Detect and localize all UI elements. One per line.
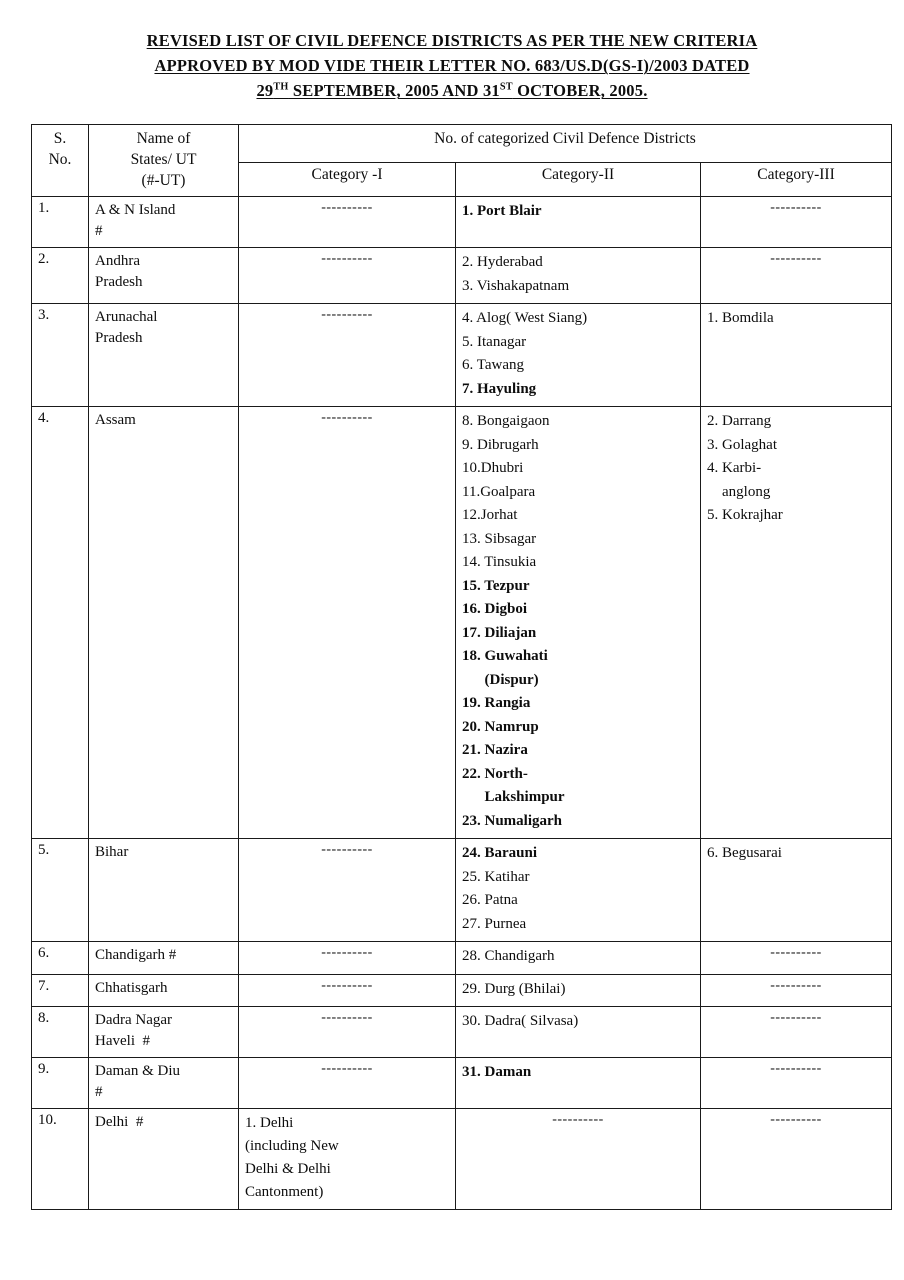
cell-category-2 bbox=[456, 1058, 701, 1109]
state-name-line: Pradesh bbox=[95, 274, 143, 290]
title-line-2-text: APPROVED BY MOD VIDE THEIR LETTER NO. 683/US.D(GS-I)/2003 DATED bbox=[154, 56, 750, 75]
state-name-line: # bbox=[95, 1084, 103, 1100]
cell-category-3-empty-dash: ---------- bbox=[701, 974, 892, 1007]
district-entry: 1. Port Blair bbox=[462, 203, 542, 219]
district-entry: 6. Tawang bbox=[462, 357, 524, 373]
cell-serial-number: 4. bbox=[32, 407, 89, 839]
cell-category-3-empty-dash: ---------- bbox=[701, 1109, 892, 1210]
district-entry: 27. Purnea bbox=[462, 915, 527, 932]
state-name-line: # bbox=[95, 223, 103, 239]
cell-state-name bbox=[89, 407, 239, 839]
district-entry: Cantonment) bbox=[245, 1184, 324, 1200]
district-entry: 8. Bongaigaon bbox=[462, 413, 550, 429]
table-row bbox=[32, 197, 892, 248]
state-name-line: A & N Island bbox=[95, 202, 176, 218]
cell-category-1-empty-dash: ---------- bbox=[239, 197, 456, 248]
cell-serial-number: 1. bbox=[32, 197, 89, 248]
cell-serial-number: 6. bbox=[32, 942, 89, 975]
district-entry: 26. Patna bbox=[462, 892, 518, 908]
state-name-line: Delhi # bbox=[95, 1114, 144, 1130]
column-header-state-name bbox=[89, 125, 239, 197]
state-name-line: Haveli # bbox=[95, 1033, 150, 1049]
cell-category-1-empty-dash: ---------- bbox=[239, 839, 456, 942]
district-entry: 20. Namrup bbox=[462, 718, 539, 735]
state-name-line: Chandigarh # bbox=[95, 947, 177, 963]
cell-serial-number: 10. bbox=[32, 1109, 89, 1210]
district-entry: 5. Itanagar bbox=[462, 333, 527, 350]
cell-category-1 bbox=[239, 1109, 456, 1210]
district-entry: 9. Dibrugarh bbox=[462, 436, 539, 453]
district-entry: 1. Bomdila bbox=[707, 310, 774, 326]
page-title bbox=[32, 28, 872, 103]
district-entry: 25. Katihar bbox=[462, 868, 530, 885]
cell-serial-number: 8. bbox=[32, 1007, 89, 1058]
district-entry: 14. Tinsukia bbox=[462, 554, 537, 570]
table-row bbox=[32, 1058, 892, 1109]
district-entry: 23. Numaligarh bbox=[462, 812, 563, 829]
column-header-state-line3: (#-UT) bbox=[141, 172, 186, 189]
cell-category-2 bbox=[456, 248, 701, 304]
cell-state-name bbox=[89, 942, 239, 975]
table-row bbox=[32, 1109, 892, 1210]
cell-category-1-empty-dash: ---------- bbox=[239, 407, 456, 839]
table-row bbox=[32, 248, 892, 304]
state-name-line: Pradesh bbox=[95, 330, 143, 346]
title-line-1 bbox=[32, 28, 872, 53]
district-entry: 13. Sibsagar bbox=[462, 530, 537, 547]
cell-category-3-empty-dash: ---------- bbox=[701, 197, 892, 248]
column-header-category-2: Category-II bbox=[456, 162, 701, 196]
district-entry: 18. Guwahati bbox=[462, 648, 548, 664]
column-header-serial-line1: S. bbox=[53, 130, 67, 147]
district-entry: 6. Begusarai bbox=[707, 845, 782, 861]
district-entry: 7. Hayuling bbox=[462, 380, 537, 397]
district-entry: (Dispur) bbox=[462, 671, 539, 688]
cell-category-1-empty-dash: ---------- bbox=[239, 974, 456, 1007]
cell-category-2 bbox=[456, 1007, 701, 1058]
district-entry: 16. Digboi bbox=[462, 601, 528, 617]
district-entry: (including New bbox=[245, 1138, 339, 1154]
district-entry: 12.Jorhat bbox=[462, 507, 518, 523]
column-header-state-line2: States/ UT bbox=[130, 151, 197, 168]
table-row bbox=[32, 974, 892, 1007]
district-entry: 30. Dadra( Silvasa) bbox=[462, 1013, 579, 1029]
district-entry: 21. Nazira bbox=[462, 742, 528, 758]
cell-category-1-empty-dash: ---------- bbox=[239, 248, 456, 304]
district-entry: 4. Alog( West Siang) bbox=[462, 310, 588, 326]
district-entry: 2. Darrang bbox=[707, 413, 772, 429]
district-entry: Lakshimpur bbox=[462, 789, 565, 805]
state-name-line: Dadra Nagar bbox=[95, 1012, 173, 1028]
cell-category-1-empty-dash: ---------- bbox=[239, 942, 456, 975]
district-entry: 31. Daman bbox=[462, 1064, 532, 1080]
district-entry: 15. Tezpur bbox=[462, 577, 530, 594]
table-header-row-1 bbox=[32, 125, 892, 163]
cell-state-name bbox=[89, 1058, 239, 1109]
column-header-serial-number bbox=[32, 125, 89, 197]
cell-serial-number: 5. bbox=[32, 839, 89, 942]
column-header-category-3: Category-III bbox=[701, 162, 892, 196]
district-entry: 24. Barauni bbox=[462, 845, 538, 861]
table-row bbox=[32, 407, 892, 839]
district-entry: 3. Vishakapatnam bbox=[462, 277, 570, 294]
civil-defence-districts-table-wrapper bbox=[31, 124, 891, 1210]
state-name-line: Chhatisgarh bbox=[95, 979, 168, 996]
table-body bbox=[32, 197, 892, 1210]
cell-category-1-empty-dash: ---------- bbox=[239, 1058, 456, 1109]
table-row bbox=[32, 942, 892, 975]
title-ordinal-th: TH bbox=[273, 81, 289, 93]
state-name-line: Bihar bbox=[95, 844, 129, 860]
civil-defence-districts-table bbox=[31, 124, 892, 1210]
table-row bbox=[32, 1007, 892, 1058]
title-mid-text: SEPTEMBER, 2005 AND 31 bbox=[288, 81, 500, 100]
cell-state-name bbox=[89, 197, 239, 248]
cell-category-3 bbox=[701, 304, 892, 407]
column-header-category-1: Category -I bbox=[239, 162, 456, 196]
cell-serial-number: 3. bbox=[32, 304, 89, 407]
column-header-serial-line2: No. bbox=[48, 151, 72, 168]
cell-state-name bbox=[89, 839, 239, 942]
cell-state-name bbox=[89, 974, 239, 1007]
cell-category-3-empty-dash: ---------- bbox=[701, 1007, 892, 1058]
district-entry: 1. Delhi bbox=[245, 1115, 294, 1131]
cell-category-2 bbox=[456, 942, 701, 975]
table-header bbox=[32, 125, 892, 197]
district-entry: anglong bbox=[707, 483, 771, 500]
district-entry: 3. Golaghat bbox=[707, 436, 777, 453]
cell-state-name bbox=[89, 1109, 239, 1210]
cell-category-3-empty-dash: ---------- bbox=[701, 942, 892, 975]
district-entry: 17. Diliajan bbox=[462, 624, 537, 641]
cell-state-name bbox=[89, 304, 239, 407]
district-entry: 4. Karbi- bbox=[707, 460, 762, 476]
state-name-line: Assam bbox=[95, 412, 136, 428]
district-entry: 2. Hyderabad bbox=[462, 254, 543, 270]
district-entry: 11.Goalpara bbox=[462, 483, 536, 500]
state-name-line: Arunachal bbox=[95, 309, 158, 325]
title-line-1-text: REVISED LIST OF CIVIL DEFENCE DISTRICTS AS PER THE NEW CRITERIA bbox=[146, 31, 758, 50]
cell-category-3-empty-dash: ---------- bbox=[701, 1058, 892, 1109]
cell-category-2 bbox=[456, 407, 701, 839]
cell-serial-number: 7. bbox=[32, 974, 89, 1007]
state-name-line: Andhra bbox=[95, 253, 140, 269]
district-entry: 19. Rangia bbox=[462, 695, 531, 711]
title-day-29: 29 bbox=[256, 81, 274, 100]
title-line-3 bbox=[32, 78, 872, 103]
cell-category-3 bbox=[701, 407, 892, 839]
title-line-3-text bbox=[256, 81, 647, 100]
title-line-2 bbox=[32, 53, 872, 78]
cell-state-name bbox=[89, 248, 239, 304]
title-ordinal-st: ST bbox=[499, 81, 513, 93]
cell-category-2 bbox=[456, 197, 701, 248]
cell-state-name bbox=[89, 1007, 239, 1058]
district-entry: 5. Kokrajhar bbox=[707, 507, 783, 523]
district-entry: 22. North- bbox=[462, 765, 528, 782]
table-row bbox=[32, 304, 892, 407]
cell-category-3-empty-dash: ---------- bbox=[701, 248, 892, 304]
cell-category-1-empty-dash: ---------- bbox=[239, 1007, 456, 1058]
cell-category-1-empty-dash: ---------- bbox=[239, 304, 456, 407]
district-entry: 10.Dhubri bbox=[462, 460, 524, 476]
state-name-line: Daman & Diu bbox=[95, 1063, 180, 1079]
cell-category-2 bbox=[456, 304, 701, 407]
cell-serial-number: 2. bbox=[32, 248, 89, 304]
cell-category-2 bbox=[456, 974, 701, 1007]
district-entry: 28. Chandigarh bbox=[462, 948, 555, 964]
cell-serial-number: 9. bbox=[32, 1058, 89, 1109]
column-header-group-categorized-districts: No. of categorized Civil Defence Districts bbox=[239, 125, 892, 163]
column-header-state-line1: Name of bbox=[136, 130, 191, 147]
cell-category-2 bbox=[456, 839, 701, 942]
cell-category-2-empty-dash: ---------- bbox=[456, 1109, 701, 1210]
cell-category-3 bbox=[701, 839, 892, 942]
district-entry: 29. Durg (Bhilai) bbox=[462, 980, 566, 997]
title-post-text: OCTOBER, 2005. bbox=[512, 81, 648, 100]
table-row bbox=[32, 839, 892, 942]
district-entry: Delhi & Delhi bbox=[245, 1161, 331, 1177]
